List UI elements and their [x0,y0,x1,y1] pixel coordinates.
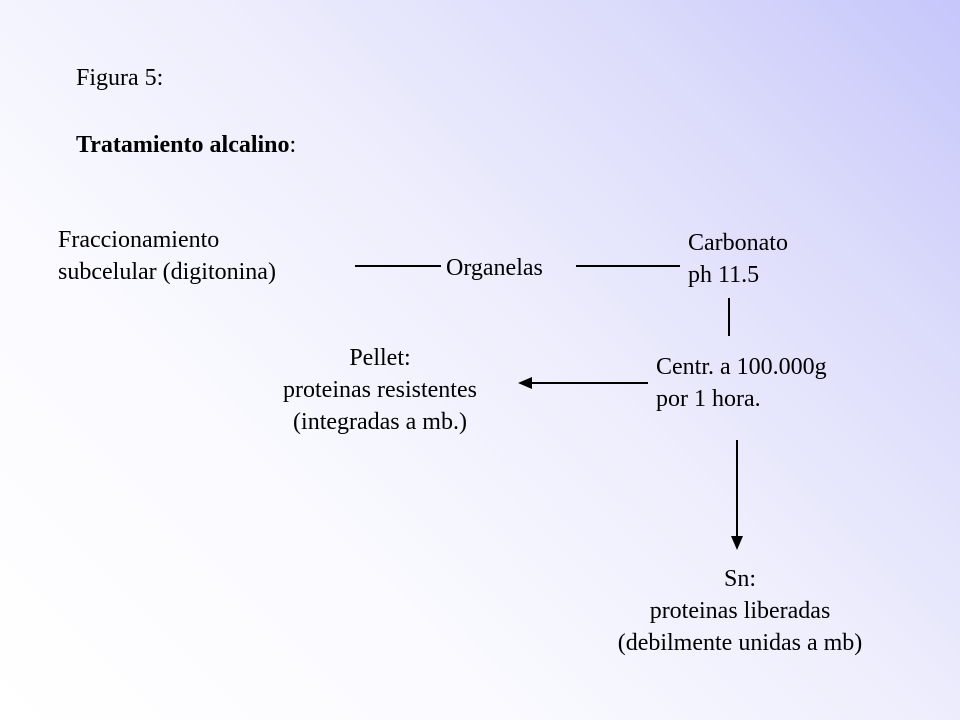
section-heading-suffix: : [289,132,297,158]
node-centrifugacion-line2: por 1 hora. [656,386,761,412]
node-carbonato-line1: Carbonato [688,230,788,256]
node-fraccionamiento-line1: Fraccionamiento [58,227,220,253]
node-organelas: Organelas [446,255,543,281]
node-sobrenadante-line2: proteinas liberadas [649,598,831,624]
figure-label: Figura 5: [76,65,164,91]
node-pellet-line1: Pellet: [349,345,411,371]
node-sobrenadante-line3: (debilmente unidas a mb) [617,630,863,656]
node-centrifugacion-line1: Centr. a 100.000g [656,354,827,380]
node-pellet-line2: proteinas resistentes [283,377,477,403]
arrow-to-pellet [518,377,648,389]
node-sobrenadante-line1: Sn: [723,566,756,592]
node-fraccionamiento-line2: subcelular (digitonina) [58,259,276,285]
node-pellet-line3: (integradas a mb.) [293,409,467,435]
section-heading-bold: Tratamiento alcalino [76,132,290,158]
arrow-to-sobrenadante [731,440,743,550]
node-carbonato-line2: ph 11.5 [688,262,760,288]
